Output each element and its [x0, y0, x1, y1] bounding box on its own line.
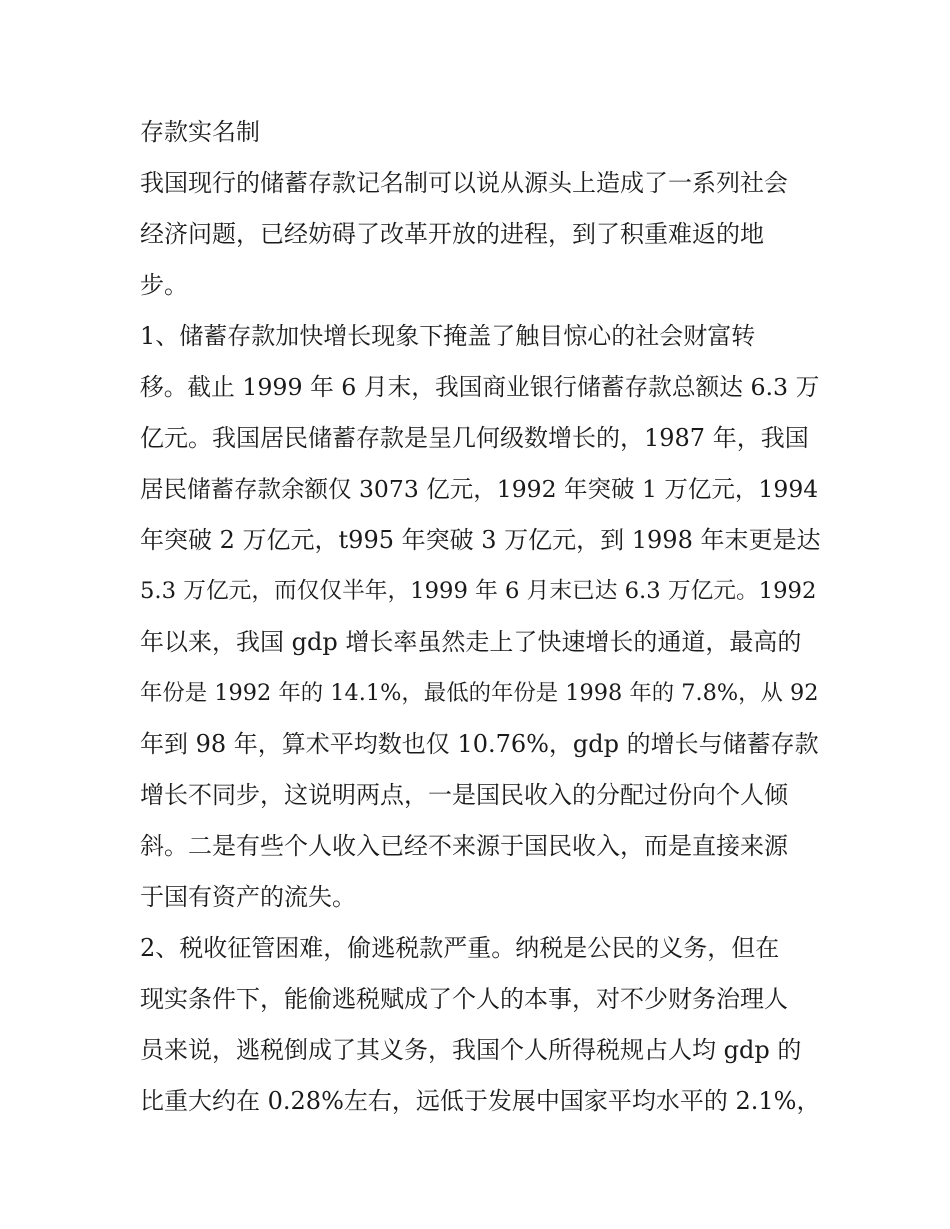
- text-line: 年到 98 年，算术平均数也仅 10.76%，gdp 的增长与储蓄存款: [140, 730, 819, 758]
- text-line: 我国现行的储蓄存款记名制可以说从源头上造成了一系列社会: [140, 169, 788, 197]
- document-title: 存款实名制: [140, 118, 260, 146]
- text-line: 比重大约在 0.28%左右，远低于发展中国家平均水平的 2.1%，: [140, 1087, 821, 1115]
- text-line: 斜。二是有些个人收入已经不来源于国民收入，而是直接来源: [140, 832, 788, 860]
- text-line: 年份是 1992 年的 14.1%，最低的年份是 1998 年的 7.8%，从 92: [140, 680, 819, 706]
- text-line: 年突破 2 万亿元，t995 年突破 3 万亿元，到 1998 年末更是达: [140, 526, 821, 554]
- text-line: 现实条件下，能偷逃税赋成了个人的本事，对不少财务治理人: [140, 985, 788, 1013]
- text-line: 于国有资产的流失。: [140, 883, 356, 911]
- text-line: 5.3 万亿元，而仅仅半年，1999 年 6 月末已达 6.3 万亿元。1992: [140, 578, 817, 604]
- text-line: 步。: [140, 271, 188, 299]
- text-line: 移。截止 1999 年 6 月末，我国商业银行储蓄存款总额达 6.3 万: [140, 373, 820, 401]
- text-line: 年以来，我国 gdp 增长率虽然走上了快速增长的通道，最高的: [140, 628, 802, 656]
- text-line: 经济问题，已经妨碍了改革开放的进程，到了积重难返的地: [140, 220, 764, 248]
- text-line: 员来说，逃税倒成了其义务，我国个人所得税规占人均 gdp 的: [140, 1036, 802, 1064]
- text-line: 2、税收征管困难，偷逃税款严重。纳税是公民的义务，但在: [140, 934, 780, 962]
- document-body: [140, 107, 820, 1127]
- text-line: 亿元。我国居民储蓄存款是呈几何级数增长的，1987 年，我国: [140, 424, 809, 452]
- text-line: 居民储蓄存款余额仅 3073 亿元，1992 年突破 1 万亿元，1994: [140, 475, 819, 503]
- text-line: 增长不同步，这说明两点，一是国民收入的分配过份向个人倾: [140, 781, 788, 809]
- text-line: 1、储蓄存款加快增长现象下掩盖了触目惊心的社会财富转: [140, 322, 756, 350]
